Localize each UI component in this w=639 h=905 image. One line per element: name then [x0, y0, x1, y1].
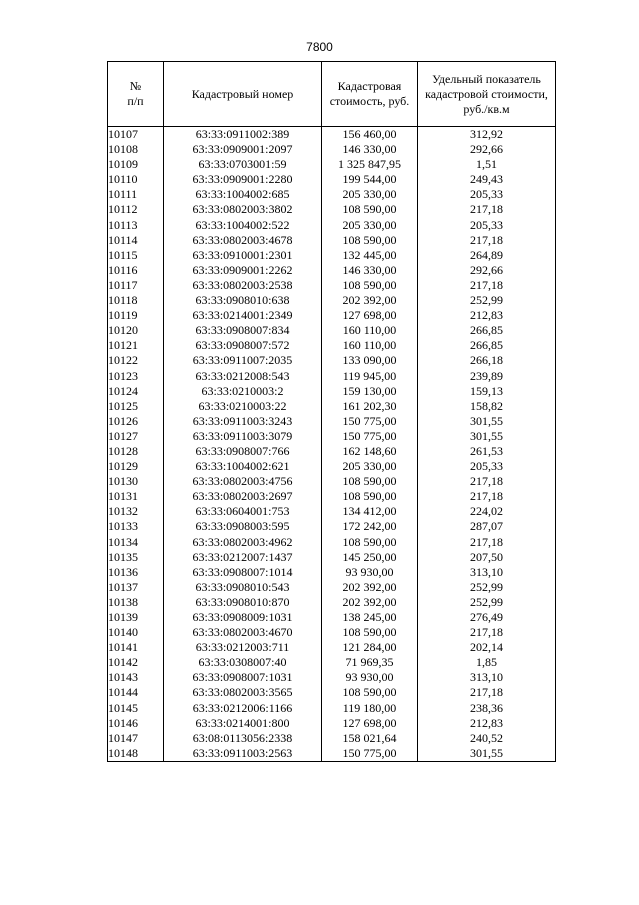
- specific-indicator: 217,18: [418, 625, 556, 640]
- row-number: 10143: [108, 670, 164, 685]
- specific-indicator: 1,85: [418, 655, 556, 670]
- cadastral-cost: 108 590,00: [322, 625, 418, 640]
- cadastral-cost: 145 250,00: [322, 550, 418, 565]
- specific-indicator: 212,83: [418, 716, 556, 731]
- table-row: [108, 218, 556, 233]
- header-num-pp: п/п: [127, 94, 144, 108]
- table-row: [108, 172, 556, 187]
- cadastral-cost: 146 330,00: [322, 142, 418, 157]
- row-number: 10115: [108, 248, 164, 263]
- cadastral-number: 63:33:0911003:2563: [164, 746, 322, 762]
- table-row: [108, 550, 556, 565]
- cadastral-number: 63:33:0908007:834: [164, 323, 322, 338]
- table-row: [108, 474, 556, 489]
- specific-indicator: 292,66: [418, 142, 556, 157]
- cadastral-cost: 121 284,00: [322, 640, 418, 655]
- cadastral-number: 63:33:0909001:2097: [164, 142, 322, 157]
- specific-indicator: 261,53: [418, 444, 556, 459]
- row-number: 10146: [108, 716, 164, 731]
- page-number: 7800: [306, 40, 333, 54]
- cadastral-cost: 93 930,00: [322, 670, 418, 685]
- header-cadastral-cost: Кадастровая стоимость, руб.: [322, 62, 418, 127]
- table-row: [108, 233, 556, 248]
- cadastral-cost: 160 110,00: [322, 338, 418, 353]
- table-row: [108, 142, 556, 157]
- table-row: [108, 519, 556, 534]
- cadastral-cost: 127 698,00: [322, 716, 418, 731]
- cadastral-cost: 150 775,00: [322, 746, 418, 762]
- cadastral-number: 63:33:0214001:2349: [164, 308, 322, 323]
- cadastral-cost: 134 412,00: [322, 504, 418, 519]
- table-row: [108, 353, 556, 368]
- specific-indicator: 238,36: [418, 701, 556, 716]
- cadastral-cost: 172 242,00: [322, 519, 418, 534]
- specific-indicator: 205,33: [418, 459, 556, 474]
- row-number: 10117: [108, 278, 164, 293]
- cadastral-cost: 159 130,00: [322, 384, 418, 399]
- row-number: 10139: [108, 610, 164, 625]
- specific-indicator: 252,99: [418, 595, 556, 610]
- table-row: [108, 384, 556, 399]
- specific-indicator: 159,13: [418, 384, 556, 399]
- specific-indicator: 301,55: [418, 414, 556, 429]
- cadastral-cost: 150 775,00: [322, 414, 418, 429]
- cadastral-cost: 133 090,00: [322, 353, 418, 368]
- row-number: 10116: [108, 263, 164, 278]
- row-number: 10136: [108, 565, 164, 580]
- row-number: 10134: [108, 535, 164, 550]
- specific-indicator: 158,82: [418, 399, 556, 414]
- row-number: 10112: [108, 202, 164, 217]
- specific-indicator: 217,18: [418, 278, 556, 293]
- row-number: 10120: [108, 323, 164, 338]
- cadastral-number: 63:33:0908007:766: [164, 444, 322, 459]
- table-row: [108, 716, 556, 731]
- row-number: 10131: [108, 489, 164, 504]
- cadastral-number: 63:33:0703001:59: [164, 157, 322, 172]
- specific-indicator: 312,92: [418, 127, 556, 143]
- cadastral-number: 63:33:0802003:4962: [164, 535, 322, 550]
- table-row: [108, 580, 556, 595]
- cadastral-cost: 108 590,00: [322, 535, 418, 550]
- row-number: 10110: [108, 172, 164, 187]
- cadastral-number: 63:33:0802003:3565: [164, 685, 322, 700]
- row-number: 10138: [108, 595, 164, 610]
- table-row: [108, 308, 556, 323]
- cadastral-number: 63:33:0212007:1437: [164, 550, 322, 565]
- table-row: [108, 202, 556, 217]
- row-number: 10129: [108, 459, 164, 474]
- cadastral-cost: 202 392,00: [322, 580, 418, 595]
- table-row: [108, 459, 556, 474]
- table-row: [108, 429, 556, 444]
- cadastral-number: 63:33:0214001:800: [164, 716, 322, 731]
- specific-indicator: 205,33: [418, 218, 556, 233]
- row-number: 10144: [108, 685, 164, 700]
- specific-indicator: 313,10: [418, 670, 556, 685]
- row-number: 10135: [108, 550, 164, 565]
- table-row: [108, 595, 556, 610]
- cadastral-cost: 199 544,00: [322, 172, 418, 187]
- cadastral-number: 63:33:0802003:4670: [164, 625, 322, 640]
- table-row: [108, 338, 556, 353]
- specific-indicator: 1,51: [418, 157, 556, 172]
- row-number: 10118: [108, 293, 164, 308]
- cadastral-cost: 150 775,00: [322, 429, 418, 444]
- row-number: 10114: [108, 233, 164, 248]
- row-number: 10145: [108, 701, 164, 716]
- row-number: 10142: [108, 655, 164, 670]
- specific-indicator: 217,18: [418, 535, 556, 550]
- row-number: 10111: [108, 187, 164, 202]
- row-number: 10140: [108, 625, 164, 640]
- specific-indicator: 249,43: [418, 172, 556, 187]
- table-row: [108, 414, 556, 429]
- row-number: 10127: [108, 429, 164, 444]
- row-number: 10125: [108, 399, 164, 414]
- cadastral-number: 63:33:1004002:522: [164, 218, 322, 233]
- row-number: 10113: [108, 218, 164, 233]
- cadastral-number: 63:33:0909001:2280: [164, 172, 322, 187]
- row-number: 10126: [108, 414, 164, 429]
- cadastral-cost: 108 590,00: [322, 202, 418, 217]
- cadastral-number: 63:33:0308007:40: [164, 655, 322, 670]
- specific-indicator: 276,49: [418, 610, 556, 625]
- table-row: [108, 610, 556, 625]
- cadastral-cost: 158 021,64: [322, 731, 418, 746]
- cadastral-number: 63:33:0212008:543: [164, 369, 322, 384]
- table-row: [108, 263, 556, 278]
- table-row: [108, 127, 556, 143]
- cadastral-number: 63:33:0911007:2035: [164, 353, 322, 368]
- row-number: 10124: [108, 384, 164, 399]
- specific-indicator: 217,18: [418, 202, 556, 217]
- cadastral-table: [107, 61, 556, 762]
- cadastral-cost: 108 590,00: [322, 278, 418, 293]
- cadastral-cost: 119 945,00: [322, 369, 418, 384]
- cadastral-number: 63:33:0802003:3802: [164, 202, 322, 217]
- row-number: 10130: [108, 474, 164, 489]
- cadastral-cost: 146 330,00: [322, 263, 418, 278]
- cadastral-number: 63:33:0908009:1031: [164, 610, 322, 625]
- cadastral-number: 63:33:0910001:2301: [164, 248, 322, 263]
- cadastral-cost: 119 180,00: [322, 701, 418, 716]
- row-number: 10132: [108, 504, 164, 519]
- specific-indicator: 266,85: [418, 323, 556, 338]
- specific-indicator: 266,18: [418, 353, 556, 368]
- cadastral-cost: 202 392,00: [322, 293, 418, 308]
- table-row: [108, 625, 556, 640]
- cadastral-number: 63:33:0911002:389: [164, 127, 322, 143]
- table-row: [108, 685, 556, 700]
- cadastral-number: 63:33:0210003:22: [164, 399, 322, 414]
- table-row: [108, 323, 556, 338]
- cadastral-number: 63:33:0908010:543: [164, 580, 322, 595]
- specific-indicator: 202,14: [418, 640, 556, 655]
- cadastral-number: 63:33:0908010:870: [164, 595, 322, 610]
- cadastral-cost: 108 590,00: [322, 233, 418, 248]
- specific-indicator: 212,83: [418, 308, 556, 323]
- cadastral-cost: 132 445,00: [322, 248, 418, 263]
- cadastral-number: 63:08:0113056:2338: [164, 731, 322, 746]
- table-row: [108, 187, 556, 202]
- specific-indicator: 292,66: [418, 263, 556, 278]
- row-number: 10107: [108, 127, 164, 143]
- table-row: [108, 369, 556, 384]
- specific-indicator: 224,02: [418, 504, 556, 519]
- specific-indicator: 217,18: [418, 685, 556, 700]
- cadastral-cost: 108 590,00: [322, 474, 418, 489]
- specific-indicator: 239,89: [418, 369, 556, 384]
- specific-indicator: 287,07: [418, 519, 556, 534]
- row-number: 10147: [108, 731, 164, 746]
- cadastral-cost: 1 325 847,95: [322, 157, 418, 172]
- header-num-symbol: №: [129, 79, 142, 93]
- row-number: 10121: [108, 338, 164, 353]
- row-number: 10137: [108, 580, 164, 595]
- table-row: [108, 399, 556, 414]
- specific-indicator: 252,99: [418, 580, 556, 595]
- cadastral-cost: 205 330,00: [322, 187, 418, 202]
- table-row: [108, 157, 556, 172]
- cadastral-cost: 108 590,00: [322, 685, 418, 700]
- table-row: [108, 565, 556, 580]
- table-row: [108, 504, 556, 519]
- specific-indicator: 217,18: [418, 233, 556, 248]
- row-number: 10123: [108, 369, 164, 384]
- specific-indicator: 217,18: [418, 489, 556, 504]
- cadastral-number: 63:33:0908007:1031: [164, 670, 322, 685]
- cadastral-number: 63:33:0908007:1014: [164, 565, 322, 580]
- row-number: 10133: [108, 519, 164, 534]
- cadastral-number: 63:33:0908007:572: [164, 338, 322, 353]
- specific-indicator: 266,85: [418, 338, 556, 353]
- cadastral-cost: 205 330,00: [322, 459, 418, 474]
- cadastral-number: 63:33:0908010:638: [164, 293, 322, 308]
- cadastral-cost: 162 148,60: [322, 444, 418, 459]
- specific-indicator: 205,33: [418, 187, 556, 202]
- cadastral-number: 63:33:0802003:2697: [164, 489, 322, 504]
- cadastral-number: 63:33:0604001:753: [164, 504, 322, 519]
- row-number: 10128: [108, 444, 164, 459]
- table-row: [108, 293, 556, 308]
- cadastral-cost: 127 698,00: [322, 308, 418, 323]
- specific-indicator: 301,55: [418, 429, 556, 444]
- cadastral-number: 63:33:0210003:2: [164, 384, 322, 399]
- cadastral-number: 63:33:0911003:3079: [164, 429, 322, 444]
- specific-indicator: 252,99: [418, 293, 556, 308]
- cadastral-number: 63:33:1004002:621: [164, 459, 322, 474]
- cadastral-number: 63:33:0909001:2262: [164, 263, 322, 278]
- cadastral-number: 63:33:0212006:1166: [164, 701, 322, 716]
- row-number: 10108: [108, 142, 164, 157]
- cadastral-number: 63:33:0212003:711: [164, 640, 322, 655]
- table-row: [108, 444, 556, 459]
- cadastral-cost: 205 330,00: [322, 218, 418, 233]
- row-number: 10148: [108, 746, 164, 762]
- table-header-row: [108, 62, 556, 127]
- table-row: [108, 489, 556, 504]
- row-number: 10109: [108, 157, 164, 172]
- specific-indicator: 240,52: [418, 731, 556, 746]
- cadastral-number: 63:33:0908003:595: [164, 519, 322, 534]
- cadastral-cost: 161 202,30: [322, 399, 418, 414]
- table-row: [108, 278, 556, 293]
- row-number: 10119: [108, 308, 164, 323]
- table-row: [108, 640, 556, 655]
- table-row: [108, 655, 556, 670]
- cadastral-cost: 156 460,00: [322, 127, 418, 143]
- cadastral-number: 63:33:0802003:4678: [164, 233, 322, 248]
- table-row: [108, 248, 556, 263]
- table-row: [108, 535, 556, 550]
- row-number: 10141: [108, 640, 164, 655]
- cadastral-number: 63:33:1004002:685: [164, 187, 322, 202]
- cadastral-cost: 160 110,00: [322, 323, 418, 338]
- cadastral-cost: 108 590,00: [322, 489, 418, 504]
- specific-indicator: 207,50: [418, 550, 556, 565]
- cadastral-cost: 71 969,35: [322, 655, 418, 670]
- cadastral-cost: 93 930,00: [322, 565, 418, 580]
- specific-indicator: 301,55: [418, 746, 556, 762]
- header-specific-indicator: Удельный показатель кадастровой стоимости, руб./кв.м: [418, 62, 556, 127]
- cadastral-number: 63:33:0802003:2538: [164, 278, 322, 293]
- specific-indicator: 264,89: [418, 248, 556, 263]
- row-number: 10122: [108, 353, 164, 368]
- table-row: [108, 670, 556, 685]
- table-row: [108, 746, 556, 762]
- specific-indicator: 217,18: [418, 474, 556, 489]
- table-row: [108, 731, 556, 746]
- header-row-number: [108, 62, 164, 127]
- table-row: [108, 701, 556, 716]
- cadastral-cost: 202 392,00: [322, 595, 418, 610]
- header-cadastral-number: Кадастровый номер: [164, 62, 322, 127]
- cadastral-number: 63:33:0802003:4756: [164, 474, 322, 489]
- cadastral-number: 63:33:0911003:3243: [164, 414, 322, 429]
- cadastral-cost: 138 245,00: [322, 610, 418, 625]
- specific-indicator: 313,10: [418, 565, 556, 580]
